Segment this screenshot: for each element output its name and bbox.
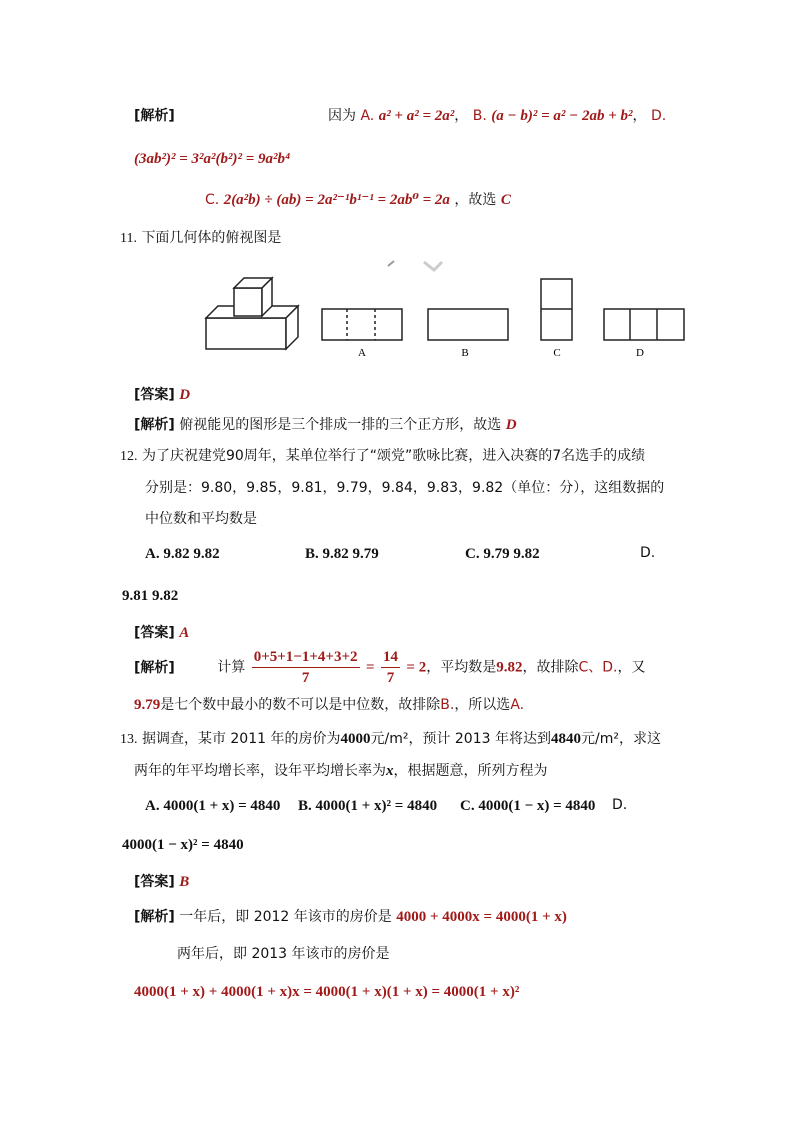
q13-option-b: B. 4000(1 + x)² = 4840 [298, 798, 438, 814]
q11-stem [120, 230, 281, 248]
analysis-label-q12: [解析] [134, 659, 175, 676]
q13-variable: x [386, 763, 394, 779]
q12-equals-2: = 2 [406, 659, 427, 676]
view-label-c: C [553, 347, 561, 359]
q12-mean-value: 9.82 [496, 659, 523, 676]
q12-option-c: C. 9.79 9.82 [465, 546, 540, 562]
q10-analysis-line1: 因为 A. a² + a² = 2a²， B. (a − b)² = a² − 2ab + b²， D. [328, 108, 667, 124]
view-option-c [541, 279, 572, 340]
q12-fraction-1: $\frac{0+5+1-1+4+3+2}{7}$ [253, 649, 358, 686]
q11-answer: D [179, 387, 191, 403]
q10-option-b-label: B. [472, 108, 487, 124]
q13-price2: 4840 [550, 731, 581, 747]
q13-number: 13. [120, 732, 138, 747]
q12-exclude-b: B. [440, 697, 455, 713]
q13-price1: 4000 [340, 731, 371, 747]
q11-figure [198, 258, 692, 370]
q12-reason: 是七个数中最小的数不可以是中位数，故排除 [160, 697, 441, 713]
q12-final: A. [510, 697, 525, 713]
q11-number: 11. [120, 231, 137, 246]
q12-option-d-values: 9.81 9.82 [122, 588, 179, 604]
q13-year2-text: 两年后，即 2013 年该市的房价是 [177, 946, 390, 962]
q12-option-a: A. 9.82 9.82 [145, 546, 220, 562]
q10-option-c-label: C. [205, 192, 220, 208]
q13-unit1: 元/m² [370, 731, 409, 747]
q10-option-a-label: A. [360, 108, 375, 124]
q10-analysis-line3 [205, 191, 511, 209]
view-option-d [604, 309, 684, 340]
q13-option-d-expr: 4000(1 − x)² = 4840 [122, 837, 244, 853]
q11-analysis-row [134, 416, 517, 434]
q12-number: 12. [120, 449, 138, 464]
q13-year1-expr: 4000 + 4000x = 4000(1 + x) [396, 909, 567, 925]
q12-line2: 分别是：9.80，9.85，9.81，9.79，9.84，9.83，9.82（单位：分），这组数据的 [145, 480, 665, 496]
q12-stem-line1 [120, 448, 645, 466]
q10-option-b-expr: (a − b)² = a² − 2ab + b² [491, 108, 633, 124]
q13-year1-text: 一年后，即 2012 年该市的房价是 [179, 909, 392, 925]
q12-analysis-row: [解析] 计算 $\frac{0+5+1-1+4+3+2}{7}$ = $\frac{14}{7}$ = 2，平均数是9.82，故排除C、D.，又 [134, 649, 646, 686]
scan-mark [424, 262, 442, 270]
view-label-d: D [636, 347, 644, 359]
q13-unit2: 元/m² [580, 731, 619, 747]
q11-analysis-choice: D [505, 417, 517, 433]
analysis-label-q11: [解析] [134, 417, 175, 433]
q10-option-c-expr: 2(a²b) ÷ (ab) = 2a²⁻¹b¹⁻¹ = 2ab⁰ = 2a [223, 192, 450, 208]
q12-answer: A [179, 625, 190, 641]
answer-label-q11: [答案] [134, 387, 175, 403]
q12-option-b: B. 9.82 9.79 [305, 546, 379, 562]
q12-exclude-text: ，故排除 [522, 659, 579, 676]
scan-mark [388, 261, 394, 266]
q10-conclusion: ，故选 [454, 192, 497, 208]
q12-analysis-line2 [134, 696, 524, 714]
q12-answer-row [134, 624, 189, 642]
q12-min-value: 9.79 [134, 697, 161, 713]
q12-so: ，所以选 [454, 697, 511, 713]
q10-option-a-expr: a² + a² = 2a² [378, 108, 455, 124]
q13-year2-expr: 4000(1 + x) + 4000(1 + x)x = 4000(1 + x)(1 + x) = 4000(1 + x)² [134, 984, 520, 1000]
view-label-a: A [358, 347, 366, 359]
q13-answer: B [179, 874, 190, 890]
view-option-b [428, 309, 508, 340]
q11-analysis-text: 俯视能见的图形是三个排成一排的三个正方形，故选 [179, 417, 502, 433]
q13-answer-row [134, 873, 189, 891]
q12-option-d-label: D. [640, 545, 656, 561]
q13-option-c: C. 4000(1 − x) = 4840 [460, 798, 596, 814]
q13-analysis-row [134, 908, 567, 926]
q10-option-d-expr: (3ab²)² = 3²a²(b²)² = 9a²b⁴ [134, 151, 291, 167]
q13-stem-line1: 13. 据调查，某市 2011 年的房价为4000元/m²，预计 2013 年将达到4840元/m²，求这 [120, 731, 661, 747]
view-option-a [322, 309, 402, 340]
q10-choice: C [500, 192, 511, 208]
q12-exclude-opts: C、D. [578, 659, 618, 676]
q13-option-a: A. 4000(1 + x) = 4840 [145, 798, 281, 814]
q11-answer-row [134, 386, 190, 404]
q12-calc: 计算 [217, 659, 246, 676]
analysis-label-q13: [解析] [134, 909, 175, 925]
q13-stem-line2: 两年的年平均增长率，设年平均增长率为x，根据题意，所列方程为 [134, 763, 548, 779]
answer-label-q12: [答案] [134, 625, 175, 641]
analysis-label-q10: [解析] [134, 108, 175, 124]
q13-option-d-label: D. [612, 797, 628, 813]
q12-fraction-2: $\frac{14}{7}$ [382, 649, 398, 686]
view-label-b: B [461, 347, 469, 359]
q10-because: 因为 [328, 108, 356, 124]
q11-text: 下面几何体的俯视图是 [141, 230, 282, 246]
q12-mean-text: ，平均数是 [426, 659, 497, 676]
solid-isometric [206, 278, 298, 349]
q12-line3: 中位数和平均数是 [145, 511, 257, 527]
q12-also: ，又 [617, 659, 646, 676]
q10-option-d-label: D. [650, 108, 667, 124]
q12-line1: 为了庆祝建党90周年，某单位举行了“颂党”歌咏比赛，进入决赛的7名选手的成绩 [141, 448, 646, 464]
answer-label-q13: [答案] [134, 874, 175, 890]
